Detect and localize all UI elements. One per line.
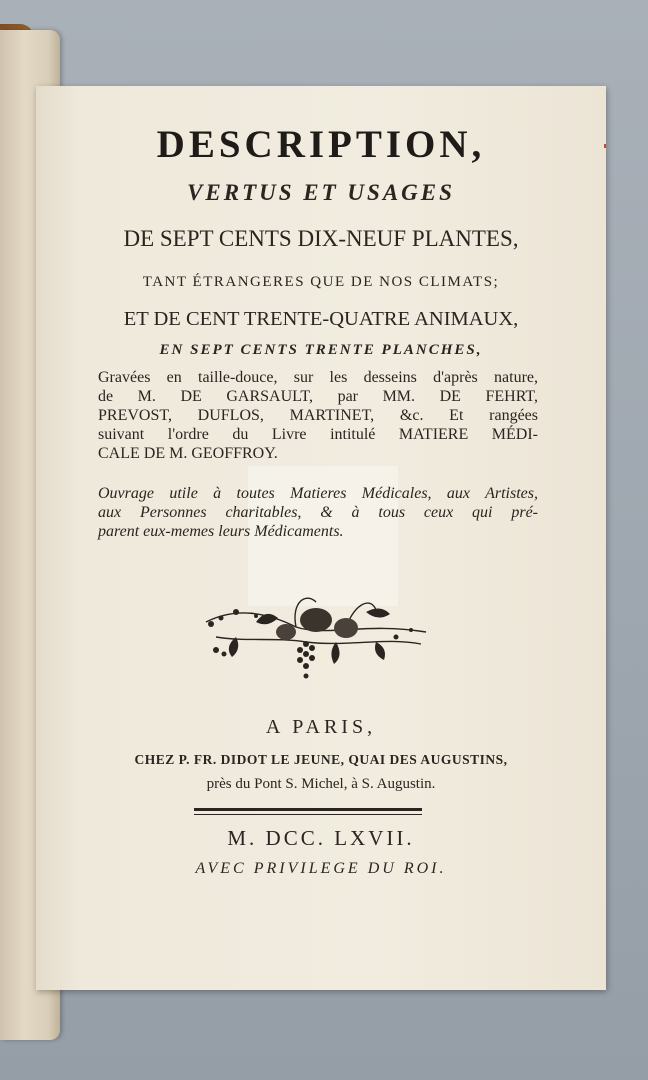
publisher-line: CHEZ P. FR. DIDOT LE JEUNE, QUAI DES AUGUSTINS,: [134, 752, 508, 767]
subtitle-plates: EN SEPT CENTS TRENTE PLANCHES,: [159, 342, 483, 358]
audience-line: Ouvrage utile à toutes Matieres Médicales, aux Artistes,: [98, 485, 538, 502]
book-title: DESCRIPTION,: [156, 123, 486, 166]
subtitle-plants: DE SEPT CENTS DIX-NEUF PLANTES,: [123, 226, 519, 251]
engraving-line: CALE DE M. GEOFFROY.: [98, 445, 278, 462]
subtitle-animals: ET DE CENT TRENTE-QUATRE ANIMAUX,: [123, 308, 519, 330]
engraving-line: Gravées en taille-douce, sur les desseins d'après nature,: [98, 369, 538, 386]
subtitle-virtues-uses: VERTUS ET USAGES: [187, 180, 455, 205]
engraving-line: suivant l'ordre du Livre intitulé MATIERE MÉDI-: [98, 426, 538, 443]
publication-year: M. DCC. LXVII.: [227, 826, 415, 850]
engraving-paragraph: [98, 368, 538, 463]
audience-line: aux Personnes charitables, & à tous ceux qui pré-: [98, 504, 538, 521]
engraving-line: PREVOST, DUFLOS, MARTINET, &c. Et rangées: [98, 407, 538, 424]
publisher-address: près du Pont S. Michel, à S. Augustin.: [206, 776, 436, 792]
title-page: [36, 86, 606, 990]
audience-line: parent eux-memes leurs Médicaments.: [98, 523, 344, 540]
floral-fruit-vignette-icon: [196, 582, 436, 692]
thin-rule-divider: [194, 814, 422, 815]
audience-paragraph: [98, 484, 538, 541]
place-of-publication: A PARIS,: [265, 716, 377, 738]
engraving-line: de M. DE GARSAULT, par MM. DE FEHRT,: [98, 388, 538, 405]
royal-privilege: AVEC PRIVILEGE DU ROI.: [195, 860, 447, 877]
thick-rule-divider: [194, 808, 422, 811]
subtitle-climates: TANT ÉTRANGERES QUE DE NOS CLIMATS;: [142, 274, 500, 290]
